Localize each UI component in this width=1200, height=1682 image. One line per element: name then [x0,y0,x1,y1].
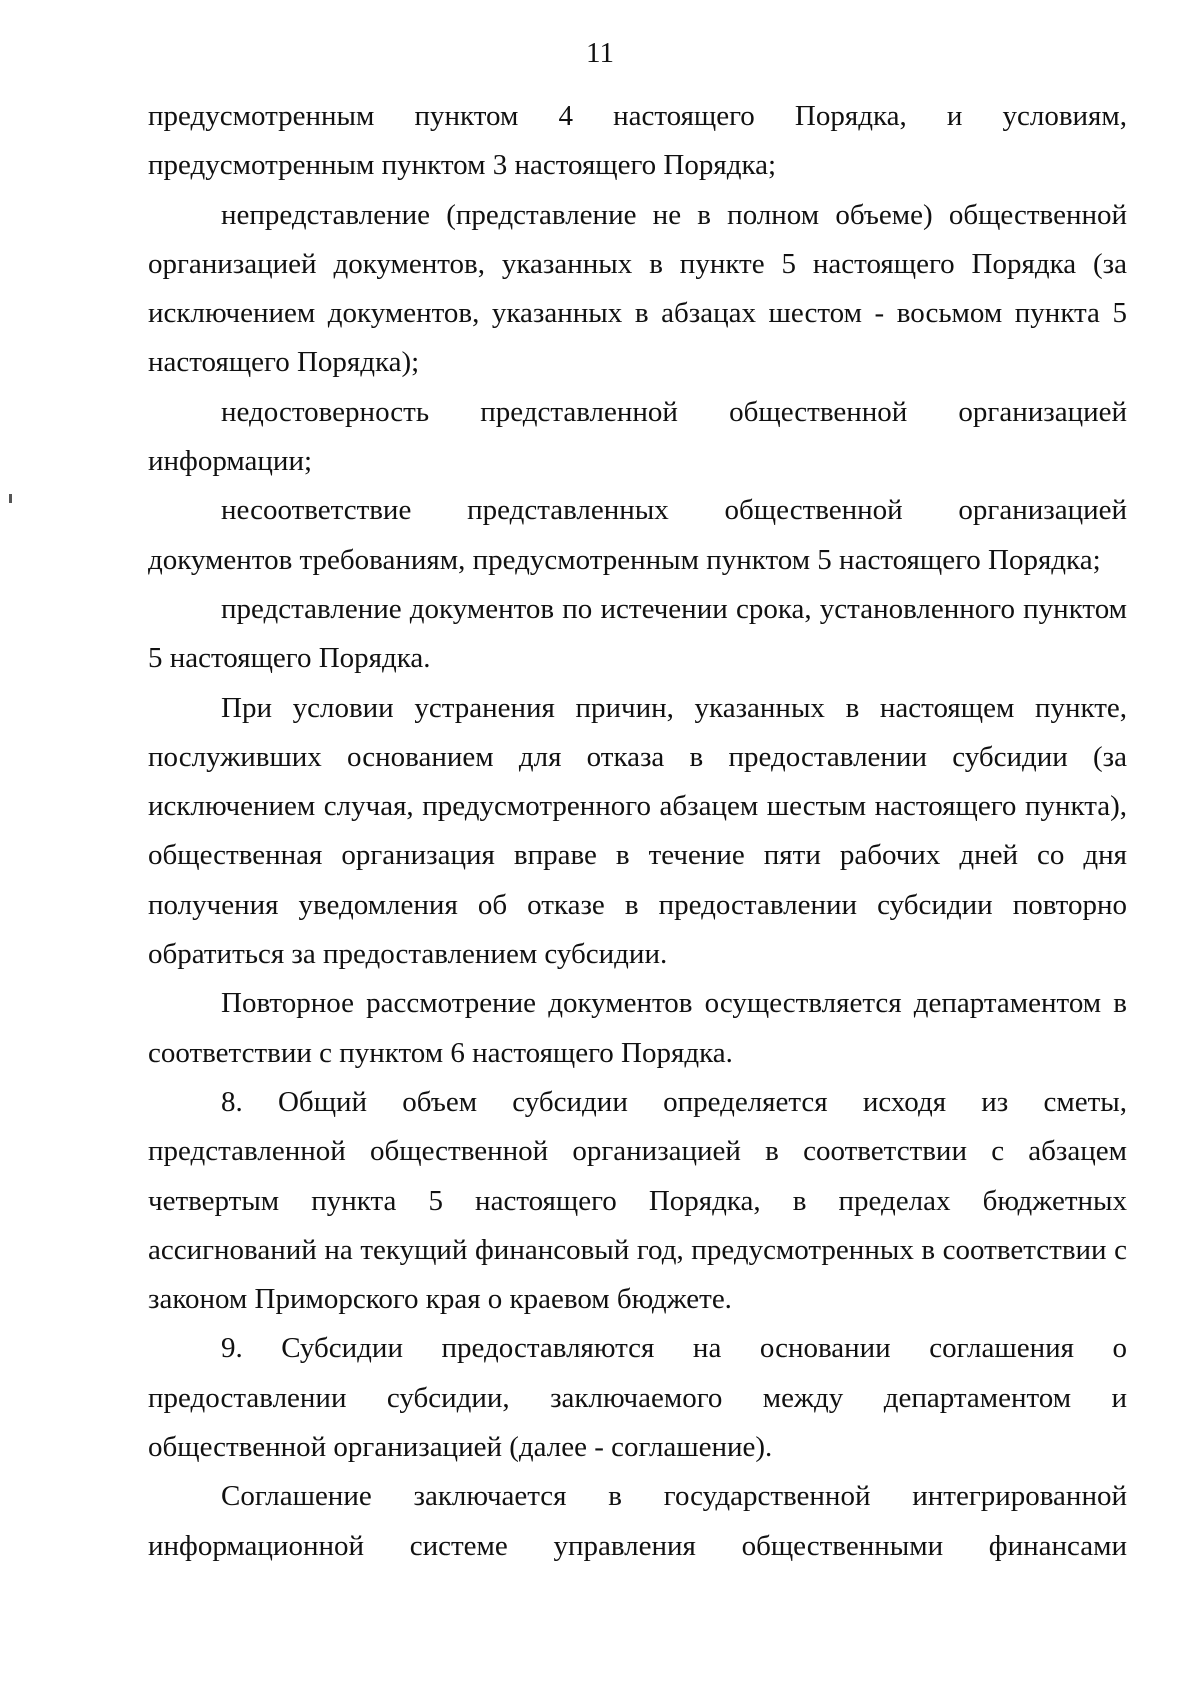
paragraph-continuation: предусмотренным пунктом 4 настоящего Порядка, и условиям, предусмотренным пунктом 3 настоящего Порядка; [148,100,1127,182]
paragraph-noncompliance: несоответствие представленных общественной организацией документов требованиям, предусмотренным пунктом 5 настоящего Порядка; [148,494,1127,576]
paragraph-nonsubmission: непредставление (представление не в полном объеме) общественной организацией документов, указанных в пункте 5 настоящего Порядка (за исключением документов, указанных в абзацах шестом - восьмом пункта 5 настоящего Порядка); [148,198,1127,379]
document-body [148,92,1127,1571]
paragraph-item-9: 9. Субсидии предоставляются на основании соглашения о предоставлении субсидии, заключаемого между департаментом и общественной организацией (далее - соглашение). [148,1332,1127,1464]
paragraph-item-8: 8. Общий объем субсидии определяется исходя из сметы, представленной общественной организацией в соответствии с абзацем четвертым пункта 5 настоящего Порядка, в пределах бюджетных ассигнований на текущий финансовый год, предусмотренных в соответствии с законом Приморского края о краевом бюджете. [148,1085,1127,1316]
paragraph-resubmission: При условии устранения причин, указанных в настоящем пункте, послуживших основанием для отказа в предоставлении субсидии (за исключением случая, предусмотренного абзацем шестым настоящего пункта), общественная организация вправе в течение пяти рабочих дней со дня получения уведомления об отказе в предоставлении субсидии повторно обратиться за предоставлением субсидии. [148,691,1127,971]
paragraph-inaccuracy: недостоверность представленной общественной организацией информации; [148,395,1127,478]
paragraph-reconsideration: Повторное рассмотрение документов осуществляется департаментом в соответствии с пунктом 6 настоящего Порядка. [148,987,1127,1069]
margin-mark [9,494,12,503]
paragraph-late-submission: представление документов по истечении срока, установленного пунктом 5 настоящего Порядка. [148,592,1127,675]
paragraph-agreement: Соглашение заключается в государственной интегрированной информационной системе управления общественными финансами [148,1480,1127,1562]
page-number: 11 [586,37,614,69]
